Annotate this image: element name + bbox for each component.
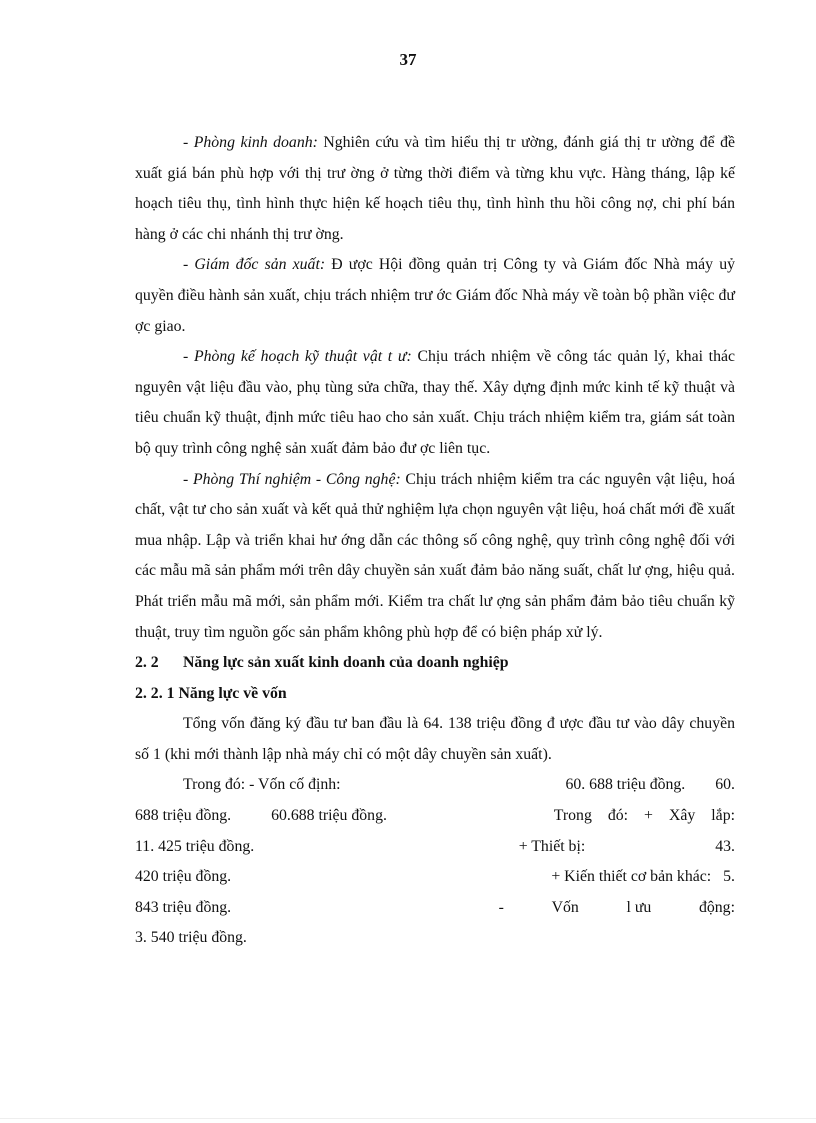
capital-text: 3. 540 triệu đồng. [135,929,247,947]
capital-text: 60. [715,776,735,794]
paragraph-label: - Phòng kinh doanh: [183,134,318,151]
paragraph-text: Chịu trách nhiệm về công tác quản lý, khai thác nguyên vật liệu đầu vào, phụ tùng sửa chữa, thay thế. Xây dựng định mức kinh tế kỹ thuật và tiêu chuẩn kỹ thuật, định mức tiêu hao cho sản xuất. Chịu trách nhiệm kiểm tra, giám sát toàn bộ quy trình công nghệ sản xuất đảm bảo đư ợc liên tục. [135,348,735,457]
capital-text: Trong đó: - Vốn cố định: [183,776,341,794]
capital-line [135,801,735,832]
capital-text: 420 triệu đồng. [135,868,232,886]
capital-text: 43. [715,837,735,855]
section-title: Năng lực sản xuất kinh doanh của doanh nghiệp [183,654,509,672]
capital-text: 60. 688 triệu đồng. [565,776,686,794]
capital-text: Xây [668,807,696,825]
capital-text: 11. 425 triệu đồng. [135,837,255,855]
capital-text: 688 triệu đồng. [135,807,232,825]
section-number: 2. 2 [135,654,159,672]
page-bottom-divider [0,1118,816,1119]
capital-text: l ưu [626,898,652,916]
paragraph-lab-department [135,465,735,649]
capital-text: Trong [553,807,592,825]
subsection-heading: 2. 2. 1 Năng lực về vốn [135,684,287,702]
capital-line [135,832,735,863]
paragraph-sales-department [135,128,735,250]
paragraph-planning-department [135,342,735,464]
paragraph-text: Nghiên cứu và tìm hiểu thị tr ường, đánh giá thị tr ường để đề xuất giá bán phù hợp với thị trư ờng ở từng thời điểm và từng khu vực. Hàng tháng, lập kế hoạch tiêu thụ, tình hình thực hiện kế hoạch tiêu thụ, tình hình thu hồi công nợ, chi phí bán hàng ở các chi nhánh thị trư ờng. [135,134,735,243]
capital-text: + Kiến thiết cơ bản khác: [551,868,712,886]
paragraph-capital: Tổng vốn đăng ký đầu tư ban đầu là 64. 138 triệu đồng đ ược đầu tư vào dây chuyền số 1 (khi mới thành lập nhà máy chỉ có một dây chuyền sản xuất). [135,715,735,763]
capital-line [135,893,735,924]
paragraph-text: Đ ược Hội đồng quản trị Công ty và Giám đốc Nhà máy uỷ quyền điều hành sản xuất, chịu trách nhiệm trư ớc Giám đốc Nhà máy về toàn bộ phần việc đư ợc giao. [135,256,735,335]
capital-text: - [498,898,504,916]
capital-text: 5. [723,868,735,886]
paragraph-label: - Phòng kế hoạch kỹ thuật vật t ư: [183,348,412,366]
capital-text: lắp: [711,807,735,825]
capital-line [135,862,735,893]
capital-text: + Thiết bị: [518,837,586,855]
section-heading [135,648,735,679]
document-body [135,128,735,954]
capital-text: Vốn [551,898,579,916]
capital-text: động: [698,898,735,916]
paragraph-label: - Phòng Thí nghiệm - Công nghệ: [183,470,401,488]
capital-text: + [644,807,653,825]
capital-line [135,923,735,954]
capital-text: 60.688 triệu đồng. [271,807,387,825]
capital-text: 843 triệu đồng. [135,898,232,916]
capital-text: đó: [607,807,629,825]
capital-line [135,770,735,801]
page-number: 37 [399,50,417,69]
paragraph-production-director [135,250,735,342]
paragraph-label: - Giám đốc sản xuất: [183,256,326,274]
paragraph-text: Chịu trách nhiệm kiểm tra các nguyên vật liệu, hoá chất, vật tư cho sản xuất và kết quả thử nghiệm lựa chọn nguyên vật liệu, hoá chất mới đề xuất mua nhập. Lập và triển khai hư ớng dẫn các thông số công nghệ, quy trình công nghệ đối với các mẫu mã sản phẩm mới trên dây chuyền sản xuất đảm bảo năng suất, chất lư ợng, hiệu quả. Phát triển mẫu mã mới, sản phẩm mới. Kiểm tra chất lư ợng sản phẩm đảm bảo tiêu chuẩn kỹ thuật, truy tìm nguồn gốc sản phẩm không phù hợp để có biện pháp xử lý. [135,470,735,641]
